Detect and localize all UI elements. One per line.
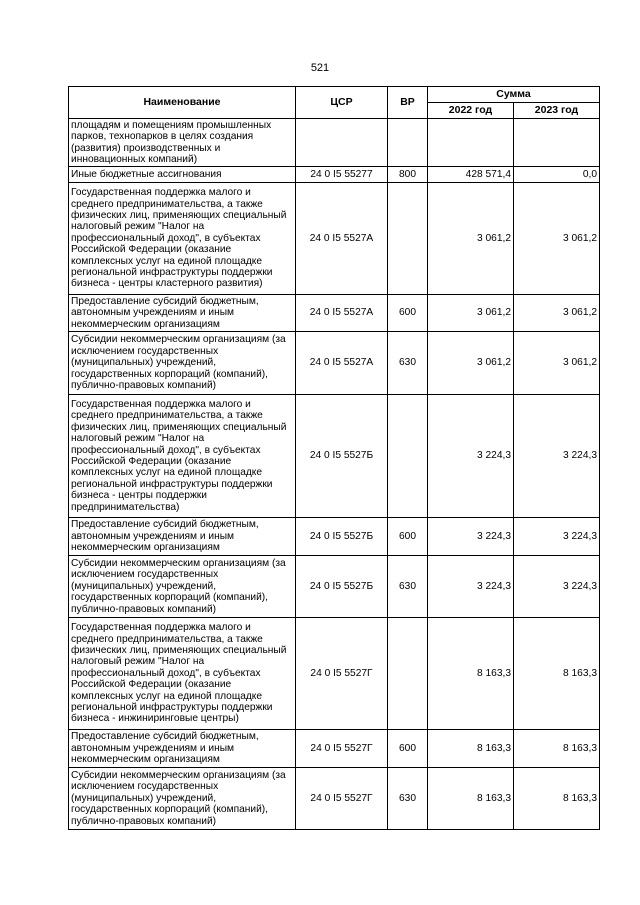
row-vr: 800 (388, 167, 428, 183)
row-sum-2022: 8 163,3 (428, 618, 514, 730)
table-row (69, 556, 600, 618)
table-row (69, 167, 600, 183)
row-sum-2022: 3 061,2 (428, 332, 514, 395)
row-name: Государственная поддержка малого и среднего предпринимательства, а также физических лиц, применяющих специальный налоговый режим "Налог на профессиональный доход", в субъектах Российской Федерации (оказание комплексных услуг на единой площадке региональной инфраструктуры поддержки бизнеса - центры поддержки предпринимательства) (69, 395, 296, 518)
row-sum-2023: 3 224,3 (514, 395, 600, 518)
row-csr: 24 0 I5 5527Г (296, 768, 388, 830)
row-sum-2022: 428 571,4 (428, 167, 514, 183)
row-sum-2022: 3 061,2 (428, 295, 514, 332)
row-name: площадям и помещениям промышленных парков, технопарков в целях создания (развития) производственных и инновационных компаний) (69, 119, 296, 167)
table-row (69, 768, 600, 830)
row-csr: 24 0 I5 5527Б (296, 556, 388, 618)
row-csr: 24 0 I5 5527Б (296, 395, 388, 518)
row-name: Субсидии некоммерческим организациям (за исключением государственных (муниципальных) учреждений, государственных корпораций (компаний), публично-правовых компаний) (69, 768, 296, 830)
row-name: Субсидии некоммерческим организациям (за исключением государственных (муниципальных) учреждений, государственных корпораций (компаний), публично-правовых компаний) (69, 556, 296, 618)
header-name: Наименование (69, 87, 296, 119)
table-row (69, 730, 600, 768)
row-csr: 24 0 I5 5527Г (296, 730, 388, 768)
table-row (69, 183, 600, 295)
row-sum-2023: 3 224,3 (514, 518, 600, 556)
row-vr: 630 (388, 556, 428, 618)
header-2023: 2023 год (514, 103, 600, 119)
row-vr: 630 (388, 768, 428, 830)
row-sum-2023: 8 163,3 (514, 768, 600, 830)
row-sum-2023: 3 224,3 (514, 556, 600, 618)
budget-table (68, 86, 600, 830)
row-vr (388, 395, 428, 518)
row-vr (388, 183, 428, 295)
row-vr: 600 (388, 730, 428, 768)
row-name: Предоставление субсидий бюджетным, автономным учреждениям и иным некоммерческим организациям (69, 518, 296, 556)
row-csr: 24 0 I5 55277 (296, 167, 388, 183)
row-name: Предоставление субсидий бюджетным, автономным учреждениям и иным некоммерческим организациям (69, 730, 296, 768)
row-csr: 24 0 I5 5527А (296, 295, 388, 332)
table-row (69, 395, 600, 518)
row-sum-2023: 0,0 (514, 167, 600, 183)
row-sum-2022: 3 224,3 (428, 556, 514, 618)
row-csr: 24 0 I5 5527А (296, 183, 388, 295)
row-sum-2022 (428, 119, 514, 167)
row-vr: 600 (388, 518, 428, 556)
row-sum-2023: 8 163,3 (514, 730, 600, 768)
row-vr (388, 119, 428, 167)
row-sum-2022: 3 224,3 (428, 395, 514, 518)
row-name: Субсидии некоммерческим организациям (за исключением государственных (муниципальных) учреждений, государственных корпораций (компаний), публично-правовых компаний) (69, 332, 296, 395)
table-body (69, 119, 600, 830)
row-sum-2022: 3 061,2 (428, 183, 514, 295)
table-row (69, 119, 600, 167)
header-csr: ЦСР (296, 87, 388, 119)
row-name: Предоставление субсидий бюджетным, автономным учреждениям и иным некоммерческим организациям (69, 295, 296, 332)
row-name: Иные бюджетные ассигнования (69, 167, 296, 183)
row-sum-2023: 3 061,2 (514, 295, 600, 332)
row-sum-2023: 3 061,2 (514, 332, 600, 395)
row-sum-2023: 8 163,3 (514, 618, 600, 730)
row-sum-2022: 8 163,3 (428, 730, 514, 768)
row-vr: 600 (388, 295, 428, 332)
row-csr: 24 0 I5 5527А (296, 332, 388, 395)
header-2022: 2022 год (428, 103, 514, 119)
header-sum: Сумма (428, 87, 600, 103)
row-name: Государственная поддержка малого и среднего предпринимательства, а также физических лиц, применяющих специальный налоговый режим "Налог на профессиональный доход", в субъектах Российской Федерации (оказание комплексных услуг на единой площадке региональной инфраструктуры поддержки бизнеса - инжиниринговые центры) (69, 618, 296, 730)
table-row (69, 332, 600, 395)
row-sum-2023: 3 061,2 (514, 183, 600, 295)
row-csr (296, 119, 388, 167)
row-name: Государственная поддержка малого и среднего предпринимательства, а также физических лиц, применяющих специальный налоговый режим "Налог на профессиональный доход", в субъектах Российской Федерации (оказание комплексных услуг на единой площадке региональной инфраструктуры поддержки бизнеса - центры кластерного развития) (69, 183, 296, 295)
header-vr: ВР (388, 87, 428, 119)
table-row (69, 618, 600, 730)
row-csr: 24 0 I5 5527Г (296, 618, 388, 730)
row-vr (388, 618, 428, 730)
row-sum-2022: 8 163,3 (428, 768, 514, 830)
row-vr: 630 (388, 332, 428, 395)
table-row (69, 518, 600, 556)
row-csr: 24 0 I5 5527Б (296, 518, 388, 556)
page-number: 521 (310, 62, 330, 74)
row-sum-2022: 3 224,3 (428, 518, 514, 556)
row-sum-2023 (514, 119, 600, 167)
table-row (69, 295, 600, 332)
